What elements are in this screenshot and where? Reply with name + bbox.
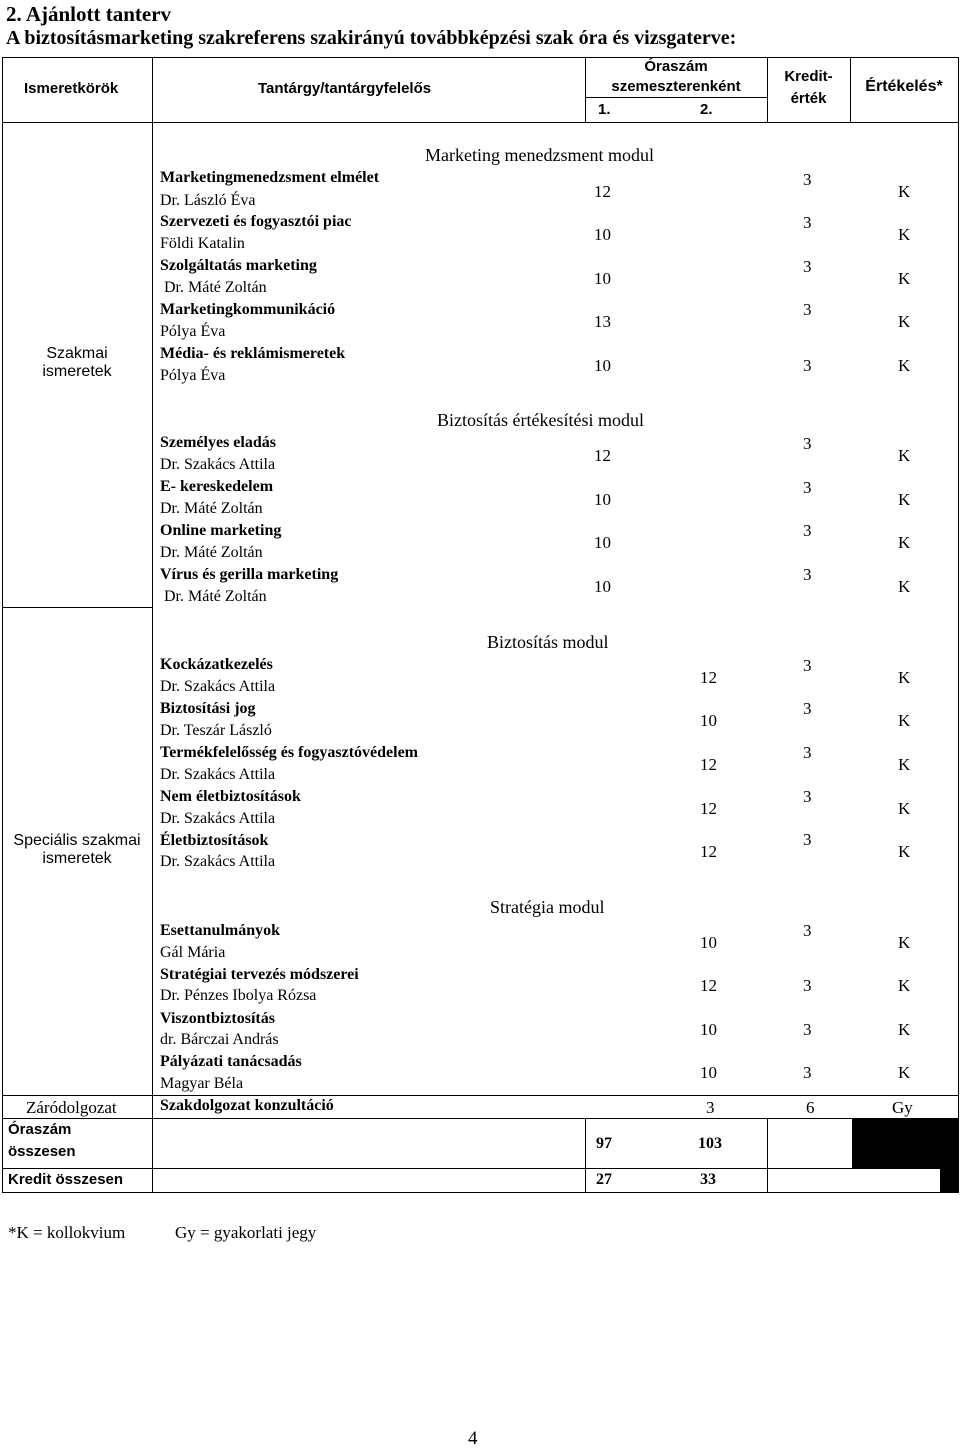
subject-credit: 3 <box>803 356 812 375</box>
subject-lecturer: Dr. Szakács Attila <box>160 678 276 695</box>
subject-credit: 3 <box>803 743 812 762</box>
header-area: Ismeretkörök <box>24 80 119 97</box>
subject-hours: 10 <box>594 356 611 375</box>
module-title: Stratégia modul <box>490 897 605 917</box>
total-hours-label: Óraszám <box>8 1121 72 1138</box>
subject-evaluation: K <box>898 1020 911 1039</box>
subject-name: Életbiztosítások <box>160 832 269 849</box>
subject-hours: 10 <box>700 1063 717 1082</box>
subject-evaluation: K <box>898 446 911 465</box>
subject-hours: 10 <box>594 577 611 596</box>
subject-lecturer: Dr. Szakács Attila <box>160 766 276 783</box>
subject-credit: 3 <box>803 830 812 849</box>
footnote-k: *K = kollokvium <box>8 1223 126 1242</box>
subject-evaluation: K <box>898 755 911 774</box>
thesis-subject: Szakdolgozat konzultáció <box>160 1097 334 1114</box>
subject-name: Viszontbiztosítás <box>160 1010 275 1027</box>
subject-hours: 10 <box>594 533 611 552</box>
subject-hours: 10 <box>700 1020 717 1039</box>
subject-name: Stratégiai tervezés módszerei <box>160 966 359 983</box>
header-credit-sub: érték <box>790 90 827 107</box>
subject-name: Szervezeti és fogyasztói piac <box>160 213 352 230</box>
module-title: Marketing menedzsment modul <box>425 145 654 165</box>
subject-lecturer: Dr. Máté Zoltán <box>160 279 267 296</box>
subject-name: Személyes eladás <box>160 434 276 451</box>
subject-name: Marketingkommunikáció <box>160 301 336 318</box>
subject-evaluation: K <box>898 842 911 861</box>
subject-lecturer: Pólya Éva <box>160 367 226 384</box>
subject-hours: 12 <box>700 668 717 687</box>
subject-evaluation: K <box>898 490 911 509</box>
subject-lecturer: Dr. Teszár László <box>160 722 272 739</box>
subject-evaluation: K <box>898 269 911 288</box>
subject-hours: 12 <box>700 976 717 995</box>
subject-lecturer: Gál Mária <box>160 944 226 961</box>
subject-name: Biztosítási jog <box>160 700 256 717</box>
total-credit-sem1: 27 <box>596 1171 612 1188</box>
header-hours-sub: szemeszterenként <box>611 78 741 95</box>
subject-lecturer: Dr. Máté Zoltán <box>160 500 263 517</box>
header-sem1: 1. <box>598 101 611 118</box>
area-professional: Szakmai ismeretek <box>42 345 112 380</box>
footnote-gy: Gy = gyakorlati jegy <box>175 1223 317 1242</box>
subject-evaluation: K <box>898 533 911 552</box>
total-hours-sem2: 103 <box>698 1135 722 1152</box>
subject-lecturer: Dr. Szakács Attila <box>160 456 276 473</box>
subject-name: Szolgáltatás marketing <box>160 257 317 274</box>
subject-credit: 3 <box>803 521 812 540</box>
subject-hours: 10 <box>700 711 717 730</box>
subject-hours: 10 <box>594 269 611 288</box>
subject-lecturer: Dr. Máté Zoltán <box>160 544 263 561</box>
thesis-credit: 6 <box>806 1098 815 1117</box>
header-evaluation: Értékelés* <box>865 78 943 95</box>
subject-lecturer: Magyar Béla <box>160 1075 244 1092</box>
subject-evaluation: K <box>898 312 911 331</box>
subject-hours: 12 <box>594 182 611 201</box>
subject-lecturer: Dr. Máté Zoltán <box>160 588 267 605</box>
shaded-cell <box>852 1119 958 1169</box>
subject-lecturer: Dr. László Éva <box>160 192 256 209</box>
area-special: Speciális szakmai ismeretek <box>13 832 141 867</box>
subject-credit: 3 <box>803 213 812 232</box>
thesis-evaluation: Gy <box>892 1098 913 1117</box>
subject-name: Marketingmenedzsment elmélet <box>160 169 380 186</box>
subject-name: Termékfelelősség és fogyasztóvédelem <box>160 744 418 761</box>
header-sem2: 2. <box>700 101 713 118</box>
subject-name: Nem életbiztosítások <box>160 788 301 805</box>
subject-hours: 13 <box>594 312 611 331</box>
subject-evaluation: K <box>898 1063 911 1082</box>
subject-credit: 3 <box>803 170 812 189</box>
total-credit-label: Kredit összesen <box>8 1171 124 1188</box>
module-title: Biztosítás értékesítési modul <box>437 410 644 430</box>
subject-lecturer: Pólya Éva <box>160 323 226 340</box>
subject-credit: 3 <box>803 976 812 995</box>
total-hours-sem1: 97 <box>596 1135 612 1152</box>
subject-credit: 3 <box>803 1020 812 1039</box>
subject-evaluation: K <box>898 577 911 596</box>
subject-evaluation: K <box>898 933 911 952</box>
header-hours: Óraszám <box>644 58 708 75</box>
subject-hours: 12 <box>700 842 717 861</box>
subject-credit: 3 <box>803 565 812 584</box>
subject-name: Kockázatkezelés <box>160 656 273 673</box>
subject-hours: 10 <box>594 225 611 244</box>
subject-evaluation: K <box>898 225 911 244</box>
subject-evaluation: K <box>898 182 911 201</box>
subject-hours: 10 <box>700 933 717 952</box>
subject-credit: 3 <box>803 434 812 453</box>
subject-evaluation: K <box>898 356 911 375</box>
subject-credit: 3 <box>803 1063 812 1082</box>
subject-name: Pályázati tanácsadás <box>160 1053 302 1070</box>
subject-name: Vírus és gerilla marketing <box>160 566 339 583</box>
table-caption: A biztosításmarketing szakreferens szakirányú továbbképzési szak óra és vizsgaterve: <box>6 27 737 49</box>
subject-name: Online marketing <box>160 522 282 539</box>
thesis-area: Záródolgozat <box>26 1098 117 1117</box>
subject-lecturer: Dr. Szakács Attila <box>160 810 276 827</box>
page-number: 4 <box>468 1428 478 1449</box>
subject-hours: 12 <box>594 446 611 465</box>
section-heading: 2. Ajánlott tanterv <box>6 2 172 26</box>
total-hours-label-2: összesen <box>8 1143 76 1160</box>
subject-credit: 3 <box>803 787 812 806</box>
total-credit-sem2: 33 <box>700 1171 716 1188</box>
shaded-cell <box>940 1169 958 1192</box>
subject-credit: 3 <box>803 656 812 675</box>
subject-hours: 10 <box>594 490 611 509</box>
thesis-hours: 3 <box>706 1098 715 1117</box>
subject-evaluation: K <box>898 711 911 730</box>
subject-credit: 3 <box>803 921 812 940</box>
subject-evaluation: K <box>898 976 911 995</box>
subject-credit: 3 <box>803 478 812 497</box>
subject-lecturer: dr. Bárczai András <box>160 1031 279 1048</box>
module-title: Biztosítás modul <box>487 632 609 652</box>
header-subject: Tantárgy/tantárgyfelelős <box>258 80 432 97</box>
subject-evaluation: K <box>898 668 911 687</box>
subject-credit: 3 <box>803 300 812 319</box>
subject-hours: 12 <box>700 755 717 774</box>
subject-evaluation: K <box>898 799 911 818</box>
subject-name: Esettanulmányok <box>160 922 281 939</box>
subject-name: E- kereskedelem <box>160 478 274 495</box>
subject-lecturer: Dr. Pénzes Ibolya Rózsa <box>160 987 317 1004</box>
header-credit: Kredit- <box>784 68 833 85</box>
subject-credit: 3 <box>803 257 812 276</box>
subject-lecturer: Földi Katalin <box>160 235 245 252</box>
subject-name: Média- és reklámismeretek <box>160 345 346 362</box>
subject-lecturer: Dr. Szakács Attila <box>160 853 276 870</box>
subject-hours: 12 <box>700 799 717 818</box>
subject-credit: 3 <box>803 699 812 718</box>
